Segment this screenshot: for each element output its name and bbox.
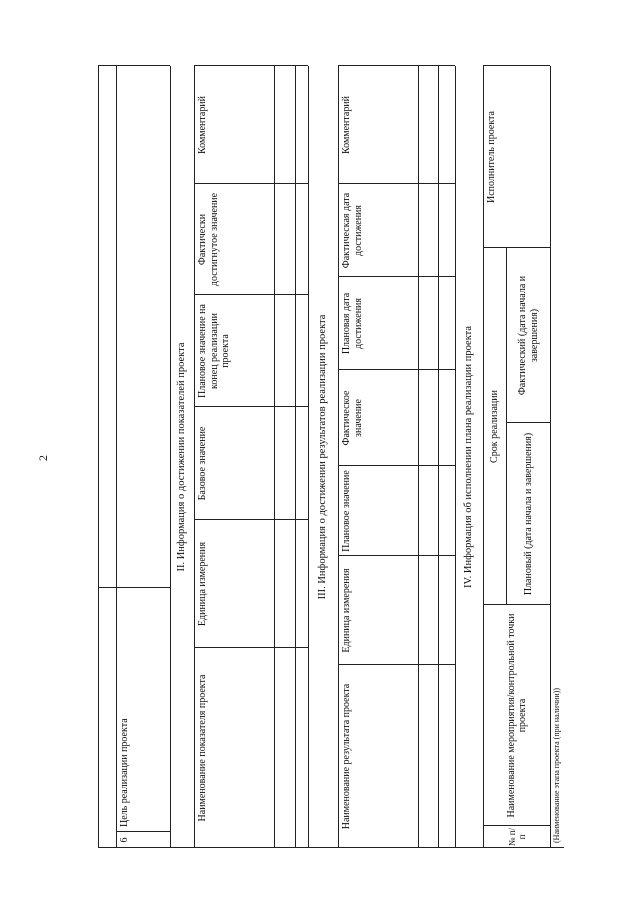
s3-header-result-name: Наименование результата проекта — [341, 683, 352, 830]
s3-header-planned-date: Плановая дата достижения — [341, 292, 364, 355]
s3-header-planned-value: Плановое значение — [341, 470, 352, 552]
section4-title: IV. Информация об исполнении плана реализации проекта — [462, 325, 474, 589]
s4-header-num: № п/п — [506, 827, 527, 847]
section2-title: II. Информация о достижении показателей проекта — [175, 342, 187, 572]
s2-header-planned-value: Плановое значение на конец реализации проекта — [197, 304, 231, 398]
section1-top-border — [98, 66, 99, 848]
s2-header-comment: Комментарий — [197, 95, 208, 155]
s2-header-actual-value: Фактически достигнутое значение — [197, 192, 220, 287]
s3-header-unit: Единица измерения — [341, 568, 352, 653]
s4-header-name: Наименование мероприятия/контрольной точки проекта — [505, 613, 528, 818]
s3-header-actual-value: Фактическое значение — [341, 390, 364, 446]
section1-right-border — [98, 65, 170, 66]
section1-label-divider — [98, 587, 170, 588]
s2-header-unit: Единица измерения — [197, 541, 208, 627]
s2-header-base-value: Базовое значение — [197, 426, 208, 501]
row-label-goal: Цель реализации проекта — [119, 718, 131, 827]
section3-title: III. Информация о достижении результатов реализации проекта — [316, 314, 328, 600]
page-number: 2 — [36, 455, 50, 461]
s4-header-planned: Плановый (дата начала и завершения) — [522, 432, 534, 596]
s4-header-actual: Фактический (дата начала и завершения) — [517, 275, 540, 396]
s3-header-comment: Комментарий — [341, 95, 352, 155]
s4-header-executor: Исполнитель проекта — [486, 111, 497, 204]
s2-header-indicator-name: Наименование показателя проекта — [197, 674, 208, 822]
landscape-form — [98, 66, 564, 848]
s3-header-actual-date: Фактическая дата достижения — [341, 192, 364, 269]
s4-header-period: Срок реализации — [489, 390, 501, 463]
row-number: 6 — [119, 837, 131, 843]
stage-note: (Наименование этапа проекта (при наличии)) — [552, 688, 562, 843]
